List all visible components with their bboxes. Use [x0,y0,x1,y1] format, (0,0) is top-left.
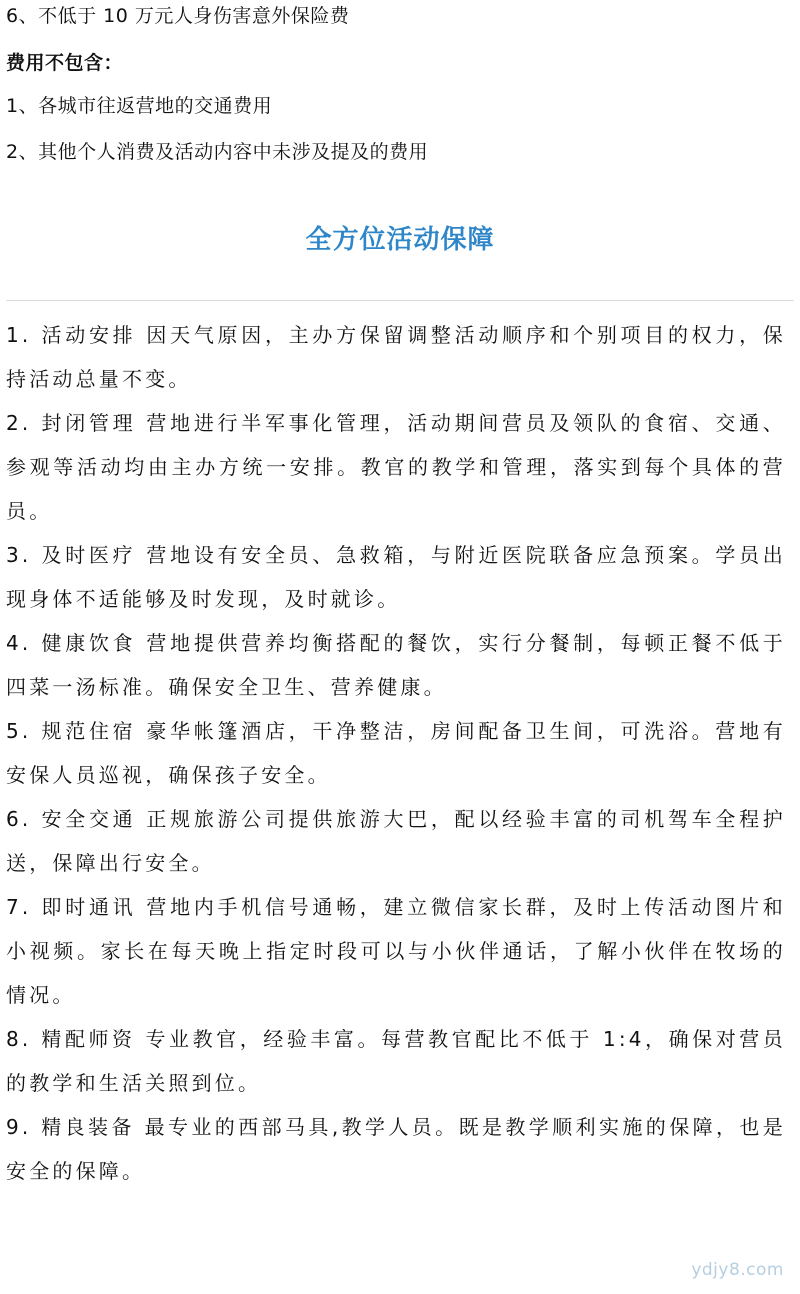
guarantee-item-activity-arrangement: 1. 活动安排 因天气原因，主办方保留调整活动顺序和个别项目的权力，保持活动总量不变。 [6,323,786,391]
divider [6,300,794,301]
guarantee-list [6,313,786,1193]
guarantee-item-equipment: 9. 精良装备 最专业的西部马具,教学人员。既是教学顺利实施的保障，也是安全的保障。 [6,1115,786,1183]
guarantee-item-diet: 4. 健康饮食 营地提供营养均衡搭配的餐饮，实行分餐制，每顿正餐不低于四菜一汤标准。确保安全卫生、营养健康。 [6,631,786,699]
guarantee-item-transport: 6. 安全交通 正规旅游公司提供旅游大巴，配以经验丰富的司机驾车全程护送，保障出行安全。 [6,807,786,875]
section-title: 全方位活动保障 [305,225,495,255]
excluded-fee-item-2: 2、其他个人消费及活动内容中未涉及提及的费用 [6,141,429,163]
excluded-fees-header: 费用不包含： [6,52,124,74]
guarantee-item-instructors: 8. 精配师资 专业教官，经验丰富。每营教官配比不低于 1:4，确保对营员的教学和生活关照到位。 [6,1027,786,1095]
watermark: ydjy8.com [691,1260,784,1280]
guarantee-item-medical: 3. 及时医疗 营地设有安全员、急救箱，与附近医院联备应急预案。学员出现身体不适能够及时发现，及时就诊。 [6,543,786,611]
guarantee-item-closed-management: 2. 封闭管理 营地进行半军事化管理，活动期间营员及领队的食宿、交通、参观等活动均由主办方统一安排。教官的教学和管理，落实到每个具体的营员。 [6,411,786,523]
insurance-line: 6、不低于 10 万元人身伤害意外保险费 [6,5,350,27]
guarantee-item-communication: 7. 即时通讯 营地内手机信号通畅，建立微信家长群，及时上传活动图片和小视频。家长在每天晚上指定时段可以与小伙伴通话，了解小伙伴在牧场的情况。 [6,895,786,1007]
excluded-fee-item-1: 1、各城市往返营地的交通费用 [6,95,273,117]
guarantee-item-accommodation: 5. 规范住宿 豪华帐篷酒店，干净整洁，房间配备卫生间，可洗浴。营地有安保人员巡视，确保孩子安全。 [6,719,786,787]
